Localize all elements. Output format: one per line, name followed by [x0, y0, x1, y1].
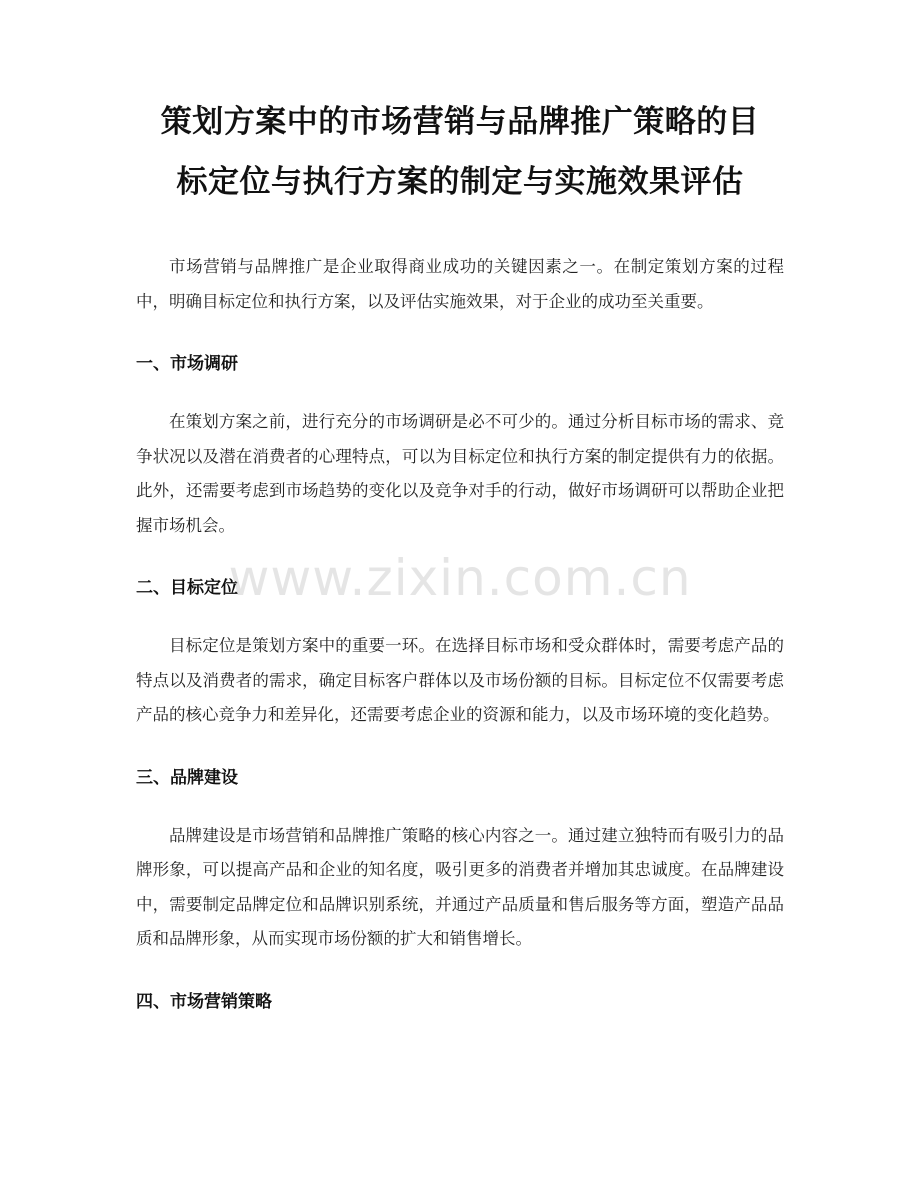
section-heading: 四、市场营销策略	[136, 991, 272, 1012]
title-line-2: 标定位与执行方案的制定与实施效果评估	[176, 164, 744, 200]
section-brand-building	[136, 763, 784, 957]
section-heading: 三、品牌建设	[136, 767, 238, 788]
section-heading: 二、目标定位	[136, 578, 238, 598]
section-target-positioning	[136, 573, 784, 733]
document-title	[136, 92, 784, 212]
section-market-research	[136, 349, 784, 543]
section-heading: 一、市场调研	[136, 354, 238, 374]
section-paragraph: 在策划方案之前，进行充分的市场调研是必不可少的。通过分析目标市场的需求、竞争状况以及潜在消费者的心理特点，可以为目标定位和执行方案的制定提供有力的依据。此外，还需要考虑到市场趋势的变化以及竞争对手的行动，做好市场调研可以帮助企业把握市场机会。	[136, 412, 784, 535]
intro-paragraph: 市场营销与品牌推广是企业取得商业成功的关键因素之一。在制定策划方案的过程中，明确目标定位和执行方案，以及评估实施效果，对于企业的成功至关重要。	[136, 257, 784, 311]
section-marketing-strategy	[136, 987, 784, 1017]
intro-block	[136, 250, 784, 319]
section-paragraph: 品牌建设是市场营销和品牌推广策略的核心内容之一。通过建立独特而有吸引力的品牌形象，可以提高产品和企业的知名度，吸引更多的消费者并增加其忠诚度。在品牌建设中，需要制定品牌定位和品牌识别系统，并通过产品质量和售后服务等方面，塑造产品品质和品牌形象，从而实现市场份额的扩大和销售增长。	[136, 825, 784, 948]
section-paragraph: 目标定位是策划方案中的重要一环。在选择目标市场和受众群体时，需要考虑产品的特点以及消费者的需求，确定目标客户群体以及市场份额的目标。目标定位不仅需要考虑产品的核心竞争力和差异化，还需要考虑企业的资源和能力，以及市场环境的变化趋势。	[136, 636, 784, 724]
title-line-1: 策划方案中的市场营销与品牌推广策略的目	[160, 104, 760, 140]
watermark: www.zixin.com.cn	[228, 549, 692, 607]
